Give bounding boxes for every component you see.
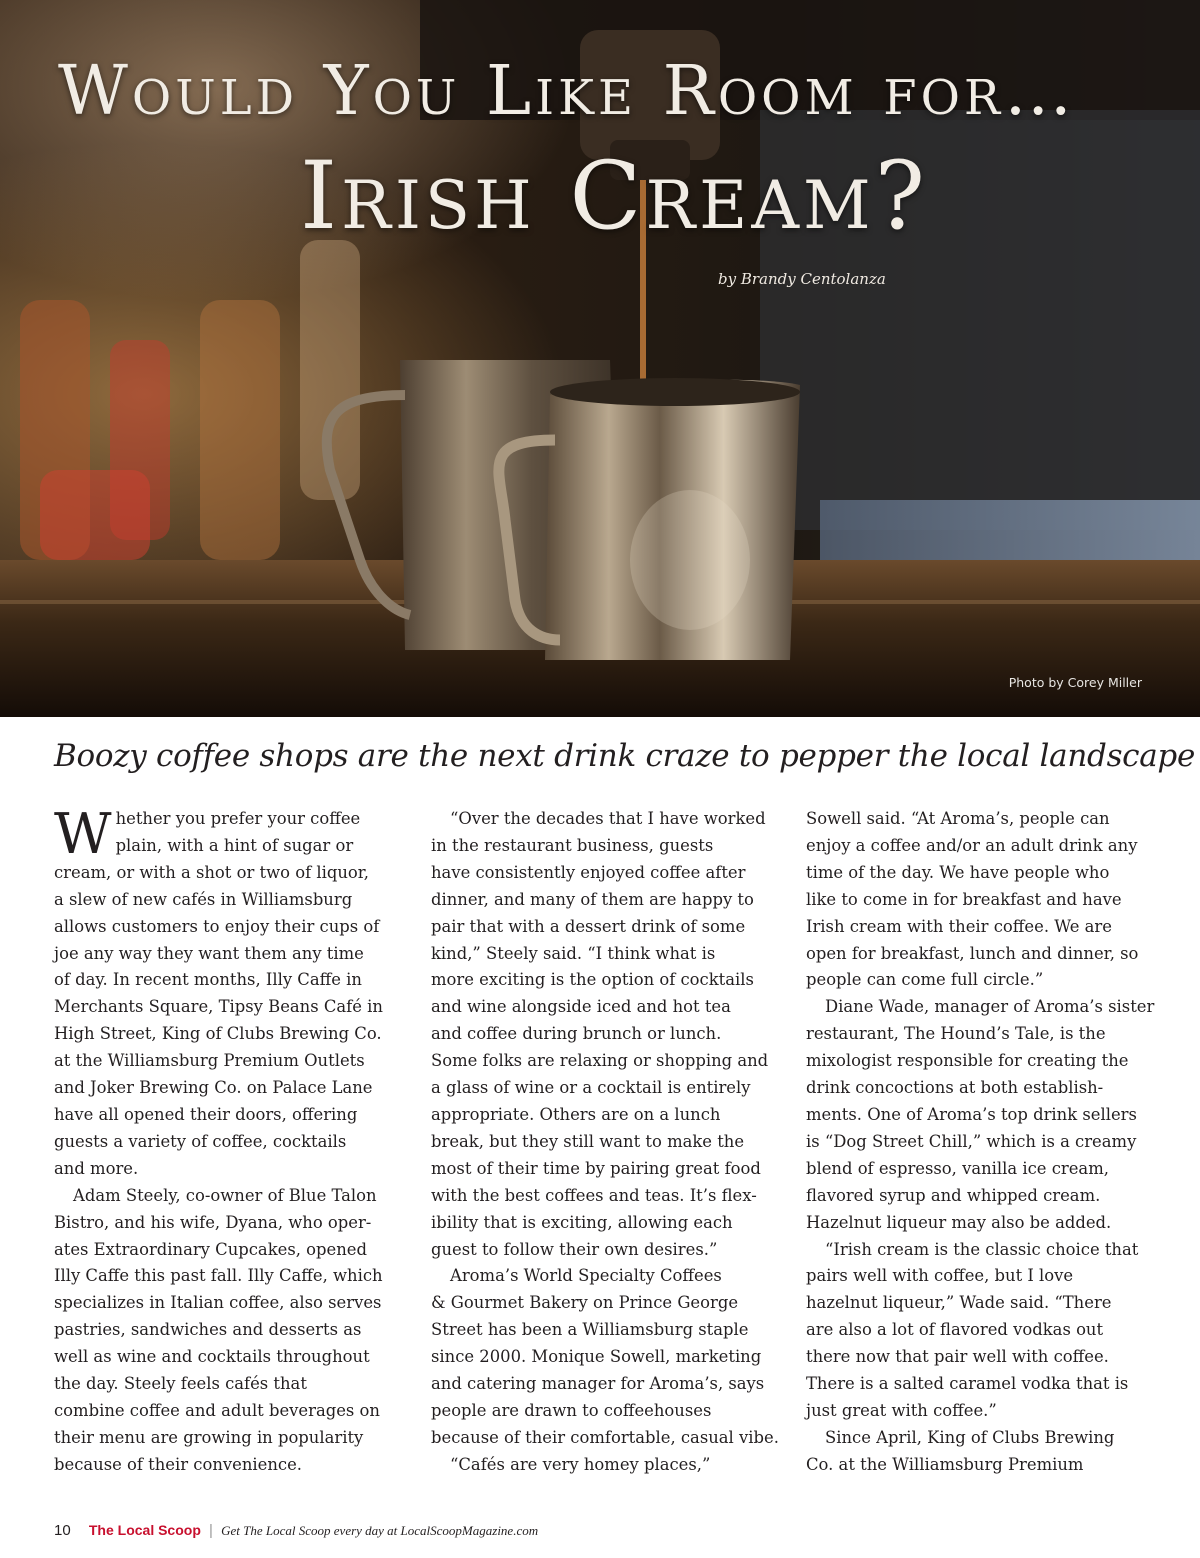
text-line: is “Dog Street Chill,” which is a creamy — [806, 1131, 1137, 1151]
text-line: Co. at the Williamsburg Premium — [806, 1454, 1084, 1474]
text-line: Irish cream with their coffee. We are — [806, 916, 1112, 936]
paragraph — [806, 806, 1146, 994]
headline — [0, 0, 1200, 717]
text-line: well as wine and cocktails throughout — [54, 1347, 370, 1367]
text-line: Bistro, and his wife, Dyana, who oper- — [54, 1212, 372, 1232]
text-line: ates Extraordinary Cupcakes, opened — [54, 1239, 367, 1259]
text-line: guest to follow their own desires.” — [431, 1239, 718, 1259]
text-line: time of the day. We have people who — [806, 862, 1110, 882]
text-line: enjoy a coffee and/or an adult drink any — [806, 835, 1138, 855]
paragraph — [431, 1452, 771, 1479]
text-line: like to come in for breakfast and have — [806, 889, 1122, 909]
page-number: 10 — [54, 1522, 71, 1539]
text-line: a slew of new cafés in Williamsburg — [54, 889, 353, 909]
text-line: High Street, King of Clubs Brewing Co. — [54, 1024, 382, 1044]
article-column-1 — [54, 802, 394, 1479]
paragraph — [54, 1183, 394, 1479]
title-line-2: Irish Cream? — [300, 142, 929, 251]
text-line: in the restaurant business, guests — [431, 835, 714, 855]
text-line: pastries, sandwiches and desserts as — [54, 1320, 362, 1340]
text-line: Aroma’s World Specialty Coffees — [450, 1266, 722, 1286]
text-line: Since April, King of Clubs Brewing — [825, 1427, 1115, 1447]
text-line: break, but they still want to make the — [431, 1131, 745, 1151]
paragraph — [806, 994, 1155, 1236]
text-line: cream, or with a shot or two of liquor, — [54, 862, 369, 882]
text-line: guests a variety of coffee, cocktails — [54, 1131, 347, 1151]
title-line-1: Would You Like Room for… — [58, 52, 1077, 131]
text-line: Sowell said. “At Aroma’s, people can — [806, 809, 1110, 828]
text-line: hether you prefer your coffee — [115, 809, 361, 828]
text-line: “Over the decades that I have worked — [450, 809, 766, 828]
text-line: because of their comfortable, casual vibe. — [431, 1427, 779, 1447]
text-line: appropriate. Others are on a lunch — [431, 1104, 721, 1124]
magazine-name: The Local Scoop — [88, 1522, 201, 1538]
text-line: dinner, and many of them are happy to — [431, 889, 754, 909]
text-line: there now that pair well with coffee. — [806, 1347, 1109, 1367]
text-line: “Cafés are very homey places,” — [450, 1454, 711, 1474]
text-line: hazelnut liqueur,” Wade said. “There — [806, 1293, 1112, 1313]
text-line: pair that with a dessert drink of some — [431, 916, 746, 936]
text-line: people are drawn to coffeehouses — [431, 1400, 712, 1420]
text-line: of day. In recent months, Illy Caffe in — [54, 970, 362, 990]
text-line: people can come full circle.” — [806, 970, 1044, 990]
footer-separator: | — [209, 1522, 213, 1539]
text-line: and wine alongside iced and hot tea — [431, 997, 731, 1017]
text-line: restaurant, The Hound’s Tale, is the — [806, 1024, 1106, 1044]
text-line: just great with coffee.” — [806, 1400, 997, 1420]
text-line: ibility that is exciting, allowing each — [431, 1212, 733, 1232]
text-line: and Joker Brewing Co. on Palace Lane — [54, 1078, 373, 1098]
article-column-3 — [806, 806, 1155, 1479]
footer-tagline: Get The Local Scoop every day at LocalScoopMagazine.com — [221, 1523, 539, 1538]
paragraph — [431, 806, 771, 1263]
drop-cap: W — [54, 802, 112, 867]
paragraph — [54, 860, 394, 1183]
paragraph — [806, 1425, 1146, 1479]
paragraph — [431, 1263, 779, 1451]
text-line: the day. Steely feels cafés that — [54, 1374, 307, 1394]
text-line: Merchants Square, Tipsy Beans Café in — [54, 997, 383, 1017]
text-line: ments. One of Aroma’s top drink sellers — [806, 1104, 1137, 1124]
deck-subheadline: Boozy coffee shops are the next drink craze to pepper the local landscape — [54, 738, 1196, 774]
text-line: are also a lot of flavored vodkas out — [806, 1320, 1104, 1340]
photo-credit: Photo by Corey Miller — [1008, 675, 1142, 690]
text-line: There is a salted caramel vodka that is — [806, 1374, 1129, 1394]
text-line: & Gourmet Bakery on Prince George — [431, 1293, 739, 1313]
article-column-2 — [431, 806, 779, 1479]
text-line: a glass of wine or a cocktail is entirely — [431, 1078, 751, 1098]
byline: by Brandy Centolanza — [718, 270, 886, 288]
text-line: because of their convenience. — [54, 1454, 303, 1474]
text-line: “Irish cream is the classic choice that — [825, 1239, 1139, 1259]
text-line: have consistently enjoyed coffee after — [431, 862, 746, 882]
text-line: drink concoctions at both establish- — [806, 1078, 1104, 1098]
text-line: flavored syrup and whipped cream. — [806, 1185, 1101, 1205]
text-line: Diane Wade, manager of Aroma’s sister — [825, 997, 1155, 1017]
hero-photo — [0, 0, 1200, 717]
text-line: Some folks are relaxing or shopping and — [431, 1051, 769, 1071]
text-line: allows customers to enjoy their cups of — [54, 916, 380, 936]
page-footer — [54, 1522, 538, 1539]
paragraph — [806, 1237, 1146, 1425]
text-line: plain, with a hint of sugar or — [115, 835, 354, 855]
text-line: Street has been a Williamsburg staple — [431, 1320, 749, 1340]
text-line: with the best coffees and teas. It’s flex- — [431, 1185, 757, 1205]
text-line: open for breakfast, lunch and dinner, so — [806, 943, 1139, 963]
text-line: combine coffee and adult beverages on — [54, 1400, 380, 1420]
text-line: mixologist responsible for creating the — [806, 1051, 1129, 1071]
text-line: and catering manager for Aroma’s, says — [431, 1374, 765, 1394]
text-line: more exciting is the option of cocktails — [431, 970, 754, 990]
text-line: pairs well with coffee, but I love — [806, 1266, 1074, 1286]
text-line: their menu are growing in popularity — [54, 1427, 364, 1447]
text-line: have all opened their doors, offering — [54, 1104, 358, 1124]
text-line: blend of espresso, vanilla ice cream, — [806, 1158, 1109, 1178]
text-line: joe any way they want them any time — [54, 943, 364, 963]
text-line: and coffee during brunch or lunch. — [431, 1024, 722, 1044]
text-line: at the Williamsburg Premium Outlets — [54, 1051, 365, 1071]
text-line: most of their time by pairing great food — [431, 1158, 761, 1178]
text-line: and more. — [54, 1158, 139, 1178]
text-line: Hazelnut liqueur may also be added. — [806, 1212, 1112, 1232]
text-line: Adam Steely, co-owner of Blue Talon — [73, 1185, 377, 1205]
text-line: since 2000. Monique Sowell, marketing — [431, 1347, 762, 1367]
text-line: kind,” Steely said. “I think what is — [431, 943, 716, 963]
text-line: Illy Caffe this past fall. Illy Caffe, which — [54, 1266, 383, 1286]
text-line: specializes in Italian coffee, also serves — [54, 1293, 382, 1313]
